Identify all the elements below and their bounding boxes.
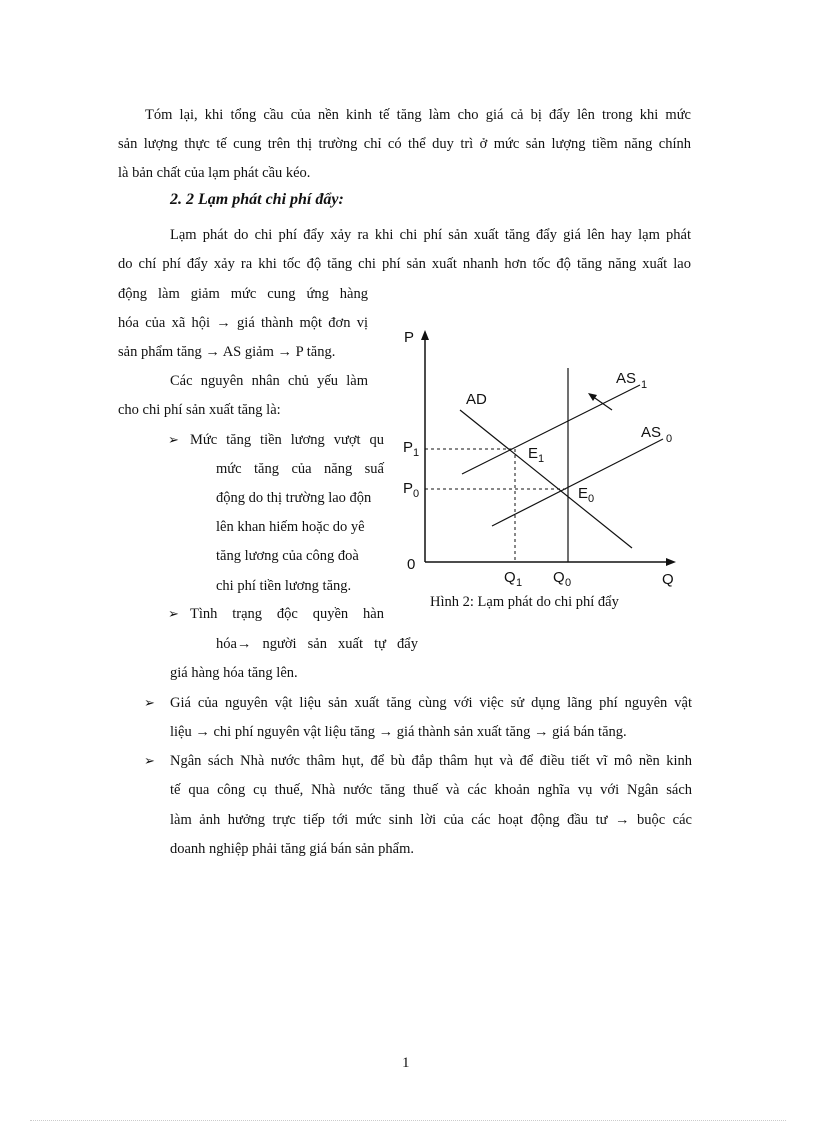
label-q1: Q xyxy=(504,569,516,586)
label-q1-sub: 1 xyxy=(516,577,523,589)
intro-line-2: sản lượng thực tế cung trên thị trường chỉ có thể duy trì ở mức sản lượng tiềm năng chính xyxy=(118,136,691,152)
bullet1-line-6: chi phí tiền lương tăng. xyxy=(216,578,352,594)
label-p1: P xyxy=(403,439,414,456)
bullet1-line-1: Mức tăng tiền lương vượt qu xyxy=(190,432,384,448)
as0-curve xyxy=(492,439,663,526)
label-p-axis: P xyxy=(404,329,415,346)
bullet4-line-4: doanh nghiệp phải tăng giá bán sản phẩm. xyxy=(170,841,415,857)
bullet2-line-2: hóa→ người sản xuất tự đẩy xyxy=(216,636,418,652)
label-p1-sub: 1 xyxy=(413,447,420,459)
page-bottom-divider xyxy=(30,1120,786,1121)
label-ad: AD xyxy=(466,391,487,408)
q-axis-arrow xyxy=(666,558,676,566)
para1-line-3: động làm giảm mức cung ứng hàng xyxy=(118,286,368,302)
para1-line-1: Lạm phát do chi phí đẩy xảy ra khi chi phí sản xuất tăng đẩy giá lên hay lạm phát xyxy=(170,227,691,243)
para1-line-4: hóa của xã hội → giá thành một đơn vị xyxy=(118,315,368,331)
label-as0-sub: 0 xyxy=(666,433,673,445)
label-e1-sub: 1 xyxy=(538,453,545,465)
bullet-marker-4: ➢ xyxy=(144,753,155,768)
ad-curve xyxy=(460,410,632,548)
page-number: 1 xyxy=(402,1055,410,1071)
bullet-marker-1: ➢ xyxy=(168,432,179,447)
bullet4-line-2: tế qua công cụ thuế, Nhà nước tăng thuế và các khoản nghĩa vụ với Ngân sách xyxy=(170,782,692,798)
label-e0: E xyxy=(578,485,589,502)
label-as0: AS xyxy=(641,424,662,441)
bullet1-line-5: tăng lương của công đoà xyxy=(216,548,359,564)
bullet3-line-2: liệu → chi phí nguyên vật liệu tăng → giá thành sản xuất tăng → giá bán tăng. xyxy=(170,724,627,740)
shift-arrow-head xyxy=(588,393,597,401)
para1-line-5: sản phẩm tăng → AS giảm → P tăng. xyxy=(118,344,336,360)
bullet4-line-1: Ngân sách Nhà nước thâm hụt, để bù đắp thâm hụt và để điều tiết vĩ mô nền kinh xyxy=(170,753,692,769)
para2-line-1: Các nguyên nhân chủ yếu làm xyxy=(170,373,368,389)
intro-line-1: Tóm lại, khi tổng cầu của nền kinh tế tăng làm cho giá cả bị đẩy lên trong khi mức xyxy=(145,107,691,123)
label-e1: E xyxy=(528,445,539,462)
bullet3-line-1: Giá của nguyên vật liệu sản xuất tăng cùng với việc sử dụng lãng phí nguyên vật xyxy=(170,695,692,711)
label-origin: 0 xyxy=(407,556,416,573)
label-p0: P xyxy=(403,480,414,497)
para1-line-2: do chí phí đẩy xảy ra khi tốc độ tăng chi phí sản xuất nhanh hơn tốc độ tăng năng xuất lao xyxy=(118,256,691,272)
supply-demand-figure xyxy=(390,320,690,620)
label-as1-sub: 1 xyxy=(641,379,648,391)
label-q0-sub: 0 xyxy=(565,577,572,589)
para2-line-2: cho chi phí sản xuất tăng là: xyxy=(118,402,281,418)
section-heading: 2. 2 Lạm phát chi phí đẩy: xyxy=(170,191,344,208)
label-q0: Q xyxy=(553,569,565,586)
label-p0-sub: 0 xyxy=(413,488,420,500)
label-q-axis: Q xyxy=(662,571,674,588)
bullet1-line-4: lên khan hiếm hoặc do yê xyxy=(216,519,365,535)
bullet2-line-3: giá hàng hóa tăng lên. xyxy=(170,665,298,681)
bullet-marker-2: ➢ xyxy=(168,606,179,621)
bullet1-line-3: động do thị trường lao độn xyxy=(216,490,372,506)
bullet4-line-3: làm ảnh hưởng trực tiếp tới mức sinh lời của các hoạt động đầu tư → buộc các xyxy=(170,812,692,828)
bullet2-line-1: Tình trạng độc quyền hàn xyxy=(190,606,384,622)
as1-curve xyxy=(462,385,640,474)
bullet1-line-2: mức tăng của năng suấ xyxy=(216,461,384,477)
p-axis-arrow xyxy=(421,330,429,340)
bullet-marker-3: ➢ xyxy=(144,695,155,710)
figure-caption: Hình 2: Lạm phát do chi phí đẩy xyxy=(430,594,619,610)
label-e0-sub: 0 xyxy=(588,493,595,505)
intro-line-3: là bản chất của lạm phát cầu kéo. xyxy=(118,165,311,181)
label-as1: AS xyxy=(616,370,637,387)
